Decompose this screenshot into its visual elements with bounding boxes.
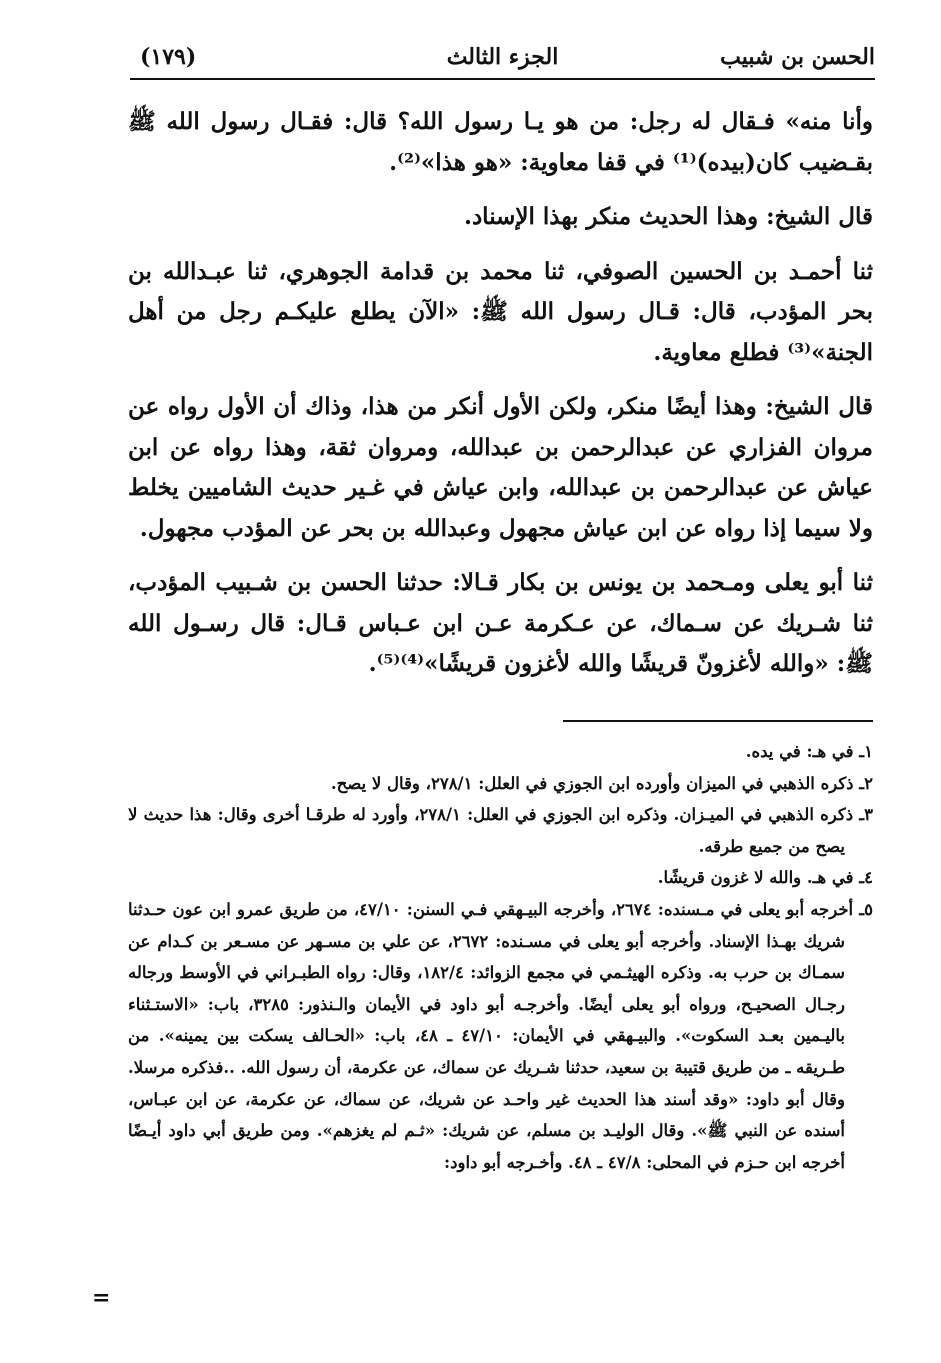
- footnote-separator: [563, 720, 873, 722]
- continuation-mark: =: [92, 1285, 111, 1311]
- footnote: ١ـ في هـ: في يده.: [745, 742, 873, 761]
- paragraph: ثنا أبو يعلى ومـحمد بن يونس بن بكار قـالا: حدثنا الحسن بن شـبيب المؤدب، ثنا شـريك عن سـماك، عن عـكرمة عـن ابن عـباس قـال: قال رسـول الله ﷺ: «والله لأغزونّ قريشًا والله لأغزون قريشًا»⁽⁴⁾⁽⁵⁾.: [128, 569, 873, 677]
- chapter-title: الحسن بن شبيب: [720, 44, 875, 70]
- footnote: ٥ـ أخرجه أبو يعلى في مـسنده: ٢٦٧٤، وأخرجه البيـهقي فـي السنن: ٤٧/١٠، من طريق عمرو ابن عون حـدثنا شريك بهـذا الإسناد. وأخرجه أبو يعلى في مسـنده: ٢٦٧٢، عن علي بن مسـهر عن مسـعر بن كـدام عن سمـاك بن حرب به. وذكره الهيثـمي في مجمع الزوائد: ١٨٢/٤، وقال: رواه الطبـراني في الأوسط ورجاله رجـال الصحيـح، ورواه أبو يعلى أيضًا. وأخرجـه أبو داود في الأيمان والـنذور: ٣٢٨٥، باب: «الاستـثناء باليـمين بعـد السكوت». والبيـهقي في الأيمان: ٤٧/١٠ ـ ٤٨، باب: «الحـالف يسكت بين يمينه». من طـريقه ـ من طريق قتيبة بن سعيد، حدثنا شـريك عن سماك، عن عكرمة، أن رسول الله. ..فذكره مرسلا. وقال أبو داود: «وقد أسند هذا الحديث غير واحـد عن شريك، عن سماك، عن عكرمة، عن ابن عبـاس، أسنده عن النبي ﷺ». وقال الوليـد بن مسلم، عن شريك: «ثـم لم يغزهم». ومن طريق أبي داود أيـضًا أخرجه ابن حـزم في المحلى: ٤٧/٨ ـ ٤٨. وأخـرجه أبو داود:: [128, 899, 873, 1172]
- footnotes: [128, 736, 873, 1178]
- page-number: (١٧٩): [140, 44, 197, 70]
- volume-title: الجزء الثالث: [446, 44, 559, 70]
- footnote: ٢ـ ذكره الذهبي في الميزان وأورده ابن الجوزي في العلل: ٢٧٨/١، وقال لا يصح.: [330, 773, 873, 793]
- running-header: [130, 38, 875, 80]
- paragraph: ثنا أحمـد بن الحسين الصوفي، ثنا محمد بن قدامة الجوهري، ثنا عبـدالله بن بحر المؤدب، قال: قـال رسول الله ﷺ: «الآن يطلع عليكـم رجل من أهل الجنة»⁽³⁾ فطلع معاوية.: [128, 257, 873, 366]
- paragraph: قال الشيخ: وهذا أيضًا منكر، ولكن الأول أنكر من هذا، وذاك أن الأول رواه عن مروان الفزاري عن عبدالرحمن بن عبدالله، ومروان ثقة، وهذا رواه عن ابن عياش عن عبدالرحمن بن عبدالله، وابن عياش في غـير حديث الشاميين يخلط ولا سيما إذا رواه عن ابن عياش مجهول وعبدالله بن بحر عن المؤدب مجهول.: [128, 393, 873, 542]
- footnote: ٣ـ ذكره الذهبي في الميـزان. وذكره ابن الجوزي في العلل: ٢٧٨/١، وأورد له طرقـا أخرى وقال: هذا حديث لا يصح من جميع طرقه.: [128, 805, 873, 856]
- main-text: [128, 102, 873, 699]
- paragraph: قال الشيخ: وهذا الحديث منكر بهذا الإسناد.: [463, 203, 873, 230]
- footnote: ٤ـ في هـ. والله لا غزون قريشًا.: [657, 868, 873, 888]
- paragraph: وأنا منه» فـقال له رجل: من هو يـا رسول الله؟ قال: فقـال رسول الله ﷺ بقـضيب كان(بيده)⁽¹⁾ في قفا معاوية: «هو هذا»⁽²⁾.: [128, 108, 873, 176]
